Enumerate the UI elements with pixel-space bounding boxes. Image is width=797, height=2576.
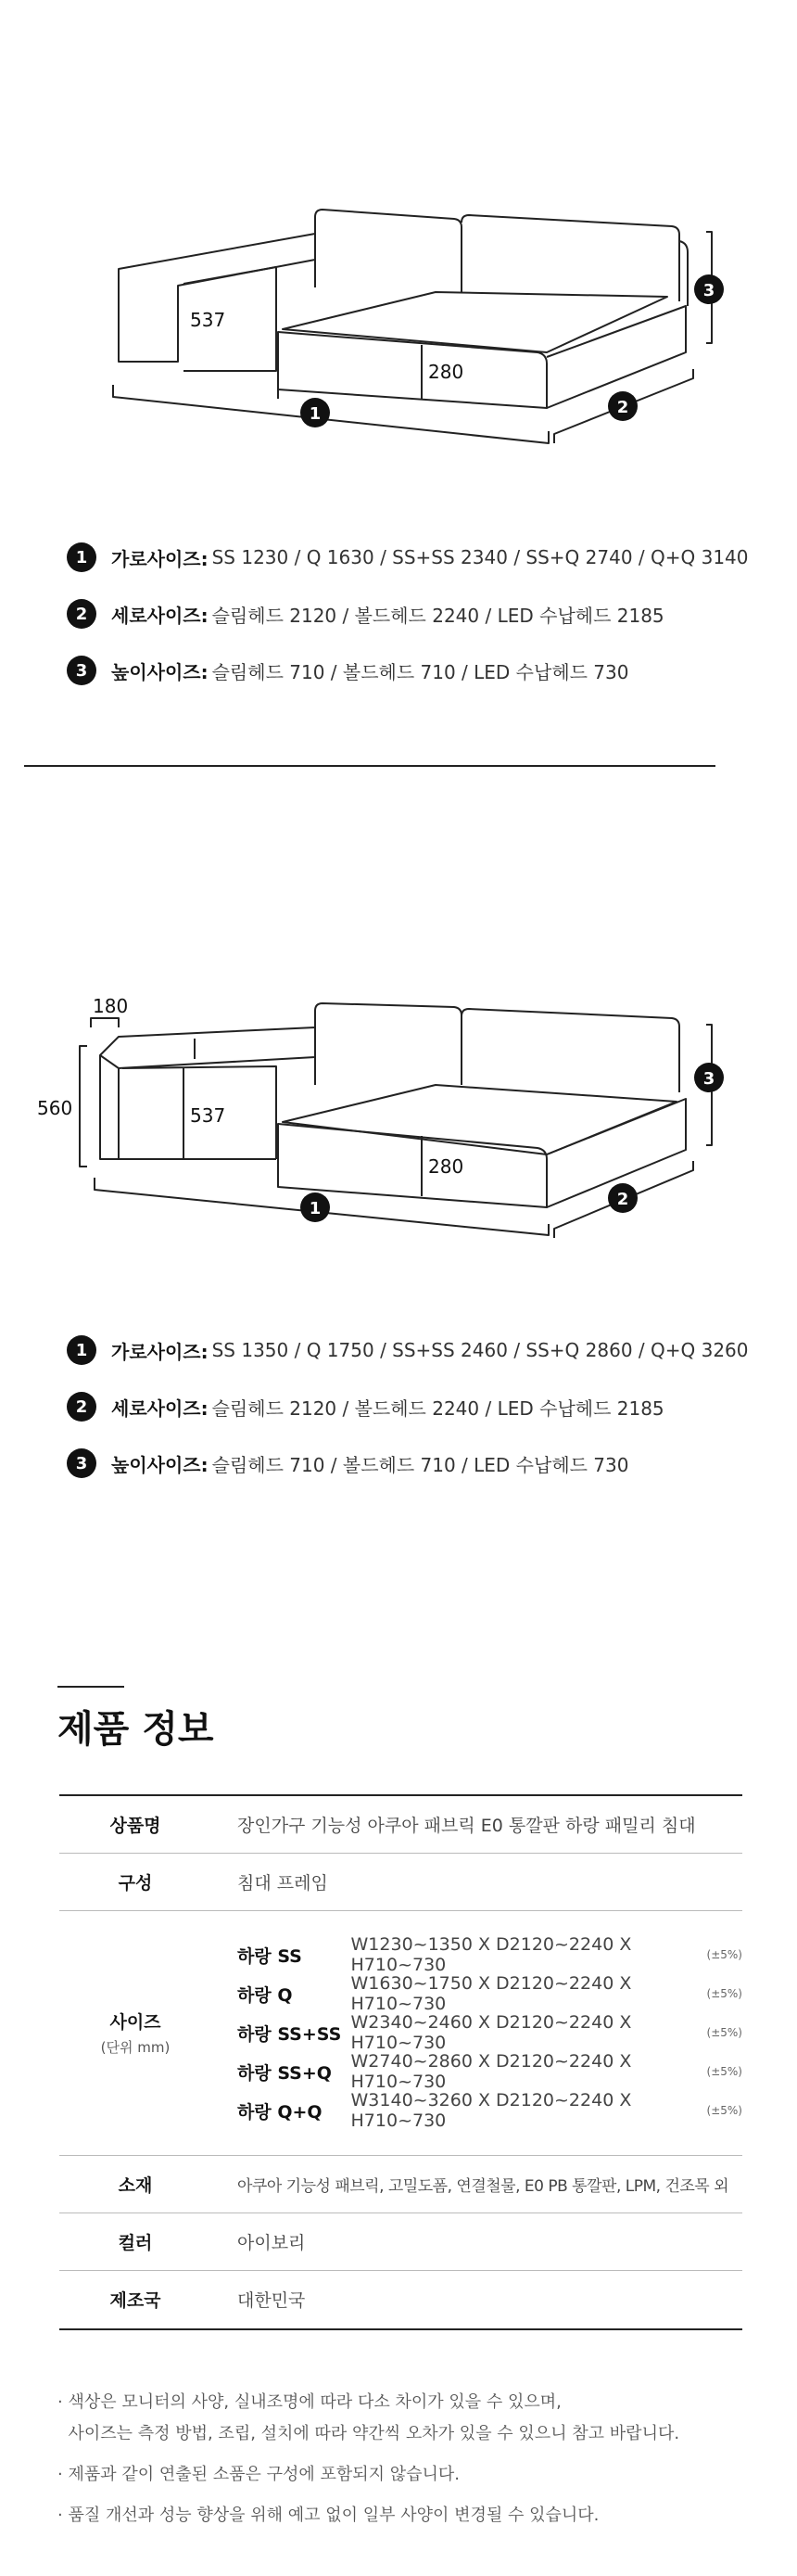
row-key: 구성 (59, 1853, 211, 1910)
dimension-badge: 3 (67, 1448, 96, 1478)
size-key-label: 사이즈 (109, 2012, 161, 2033)
row-key (59, 1910, 211, 2155)
dimension-label: 세로사이즈: (111, 1396, 209, 1420)
section-divider (24, 765, 715, 767)
badge-width: 1 (309, 404, 322, 424)
product-info-title: 제품 정보 (57, 1708, 214, 1751)
color-value: 아이보리 (211, 2213, 742, 2270)
size-tolerance: (±5%) (706, 2065, 742, 2078)
dimension-row (67, 1392, 749, 1422)
dimension-value: 슬림헤드 2120 / 볼드헤드 2240 / LED 수납헤드 2185 (211, 604, 664, 627)
size-name: 하랑 SS+Q (237, 2062, 332, 2084)
dimension-list-1 (67, 542, 749, 712)
dimension-value: 슬림헤드 710 / 볼드헤드 710 / LED 수납헤드 730 (211, 1453, 629, 1476)
size-values (211, 1910, 742, 2155)
side-height-label: 560 (37, 1097, 73, 1119)
size-value: W1630~1750 X D2120~2240 X H710~730 (350, 1973, 632, 2014)
dimension-row (67, 1448, 749, 1478)
size-row (237, 2091, 742, 2130)
dimension-label: 세로사이즈: (111, 604, 209, 627)
dimension-label: 높이사이즈: (111, 660, 209, 683)
dimension-value: SS 1230 / Q 1630 / SS+SS 2340 / SS+Q 2740 / Q+Q 3140 (211, 546, 749, 568)
front-height-label: 280 (428, 361, 464, 383)
bed-line-drawing-1 (0, 0, 797, 482)
size-value: W3140~3260 X D2120~2240 X H710~730 (350, 2090, 632, 2131)
notice-item (57, 2387, 679, 2450)
dimension-value: SS 1350 / Q 1750 / SS+SS 2460 / SS+Q 2860 / Q+Q 3260 (211, 1339, 749, 1361)
dimension-label: 가로사이즈: (111, 1340, 209, 1363)
size-tolerance: (±5%) (706, 2026, 742, 2039)
size-name: 하랑 Q (237, 1984, 293, 2006)
size-tolerance: (±5%) (706, 2104, 742, 2117)
size-unit-label: (단위 mm) (100, 2039, 171, 2056)
dimension-badge: 1 (67, 542, 96, 572)
row-key: 소재 (59, 2155, 211, 2213)
size-tolerance: (±5%) (706, 1987, 742, 2000)
badge-depth: 2 (616, 1190, 629, 1209)
size-row (237, 2013, 742, 2052)
badge-depth: 2 (616, 398, 629, 417)
dimension-row (67, 1335, 749, 1365)
dimension-badge: 2 (67, 599, 96, 629)
row-key: 제조국 (59, 2270, 211, 2329)
size-value: W1230~1350 X D2120~2240 X H710~730 (350, 1934, 632, 1975)
dimension-label: 높이사이즈: (111, 1453, 209, 1476)
row-key: 상품명 (59, 1795, 211, 1853)
dimension-badge: 1 (67, 1335, 96, 1365)
table-row (59, 2270, 742, 2329)
dimension-row (67, 542, 749, 572)
dimension-row (67, 656, 749, 685)
left-width-label: 537 (190, 309, 226, 331)
material-value: 아쿠아 기능성 패브릭, 고밀도폼, 연결철물, E0 PB 통깔판, LPM, 건조목 외 (211, 2155, 742, 2213)
composition-value: 침대 프레임 (211, 1853, 742, 1910)
dimension-list-2 (67, 1335, 749, 1505)
size-value: W2740~2860 X D2120~2240 X H710~730 (350, 2051, 632, 2092)
size-name: 하랑 SS (237, 1945, 302, 1967)
table-row (59, 2213, 742, 2270)
badge-width: 1 (309, 1199, 322, 1218)
size-name: 하랑 SS+SS (237, 2023, 342, 2045)
notice-list (57, 2387, 679, 2541)
front-height-label: 280 (428, 1155, 464, 1178)
product-info-table (59, 1794, 742, 2330)
left-width-label: 537 (190, 1104, 226, 1127)
badge-height: 3 (702, 281, 715, 300)
notice-item: · 제품과 같이 연출된 소품은 구성에 포함되지 않습니다. (57, 2465, 461, 2484)
size-value: W2340~2460 X D2120~2240 X H710~730 (350, 2012, 632, 2053)
bed-line-drawing-2 (0, 964, 797, 1298)
row-key: 컬러 (59, 2213, 211, 2270)
title-accent-bar (57, 1686, 124, 1688)
size-row (237, 1935, 742, 1974)
table-row (59, 1910, 742, 2155)
origin-value: 대한민국 (211, 2270, 742, 2329)
table-row (59, 2155, 742, 2213)
size-name: 하랑 Q+Q (237, 2101, 323, 2123)
table-row (59, 1795, 742, 1853)
table-row (59, 1853, 742, 1910)
notice-line: · 색상은 모니터의 사양, 실내조명에 따라 다소 차이가 있을 수 있으며, (57, 2392, 562, 2412)
size-row (237, 2052, 742, 2091)
dimension-value: 슬림헤드 2120 / 볼드헤드 2240 / LED 수납헤드 2185 (211, 1396, 664, 1420)
bed-diagram-2 (0, 964, 797, 1298)
notice-item: · 품질 개선과 성능 향상을 위해 예고 없이 일부 사양이 변경될 수 있습니다. (57, 2506, 600, 2525)
dimension-label: 가로사이즈: (111, 547, 209, 570)
dimension-row (67, 599, 749, 629)
dimension-badge: 2 (67, 1392, 96, 1422)
product-name-value: 장인가구 기능성 아쿠아 패브릭 E0 통깔판 하랑 패밀리 침대 (211, 1795, 742, 1853)
depth-label: 180 (93, 995, 129, 1017)
size-tolerance: (±5%) (706, 1948, 742, 1961)
notice-line: 사이즈는 측정 방법, 조립, 설치에 따라 약간씩 오차가 있을 수 있으니 참고 바랍니다. (57, 2424, 680, 2443)
bed-diagram-1 (0, 0, 797, 482)
dimension-value: 슬림헤드 710 / 볼드헤드 710 / LED 수납헤드 730 (211, 660, 629, 683)
badge-height: 3 (702, 1069, 715, 1089)
dimension-badge: 3 (67, 656, 96, 685)
size-row (237, 1974, 742, 2013)
